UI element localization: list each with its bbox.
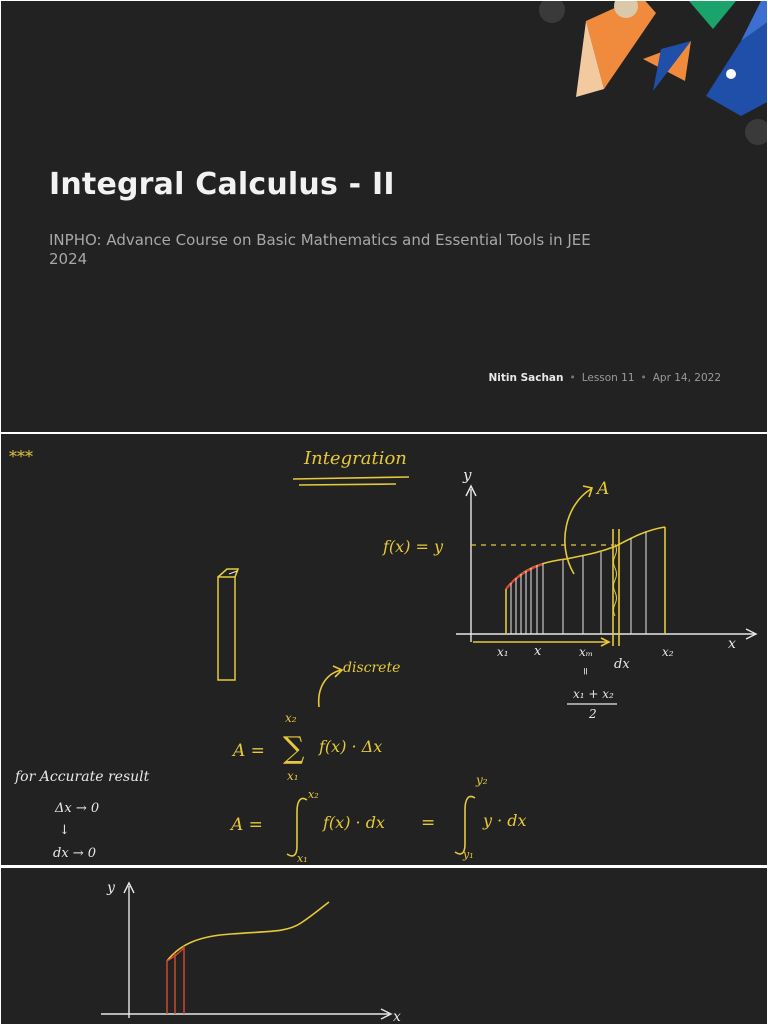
midpoint-denominator: 2 (589, 707, 597, 721)
y-axis-label: y (107, 880, 115, 896)
midpoint-numerator: x₁ + x₂ (573, 687, 614, 701)
decor-dot-icon (745, 119, 767, 145)
integral-lhs: A = (231, 815, 263, 835)
red-strips (167, 946, 184, 1014)
heading-underline (293, 477, 409, 479)
midpoint-equals: = (579, 667, 590, 676)
integral-lower-limit: x₁ (297, 852, 308, 865)
integral2-lower-limit: y₁ (463, 848, 474, 861)
sum-upper-limit: x₂ (285, 711, 297, 725)
integral-upper-limit: x₂ (308, 788, 319, 801)
curve (167, 902, 329, 961)
area-strips (511, 532, 646, 634)
blue-pen-icon (706, 21, 767, 116)
x-axis-label: x (393, 1009, 401, 1024)
notes-slide-graph (1, 868, 767, 1024)
note-arrow-down-icon: ↓ (59, 823, 70, 838)
separator-dot-icon: • (640, 372, 647, 384)
graph-sketch (1, 868, 767, 1024)
integral-symbol (287, 799, 307, 856)
x-label: x (534, 644, 542, 659)
lesson-date: Apr 14, 2022 (652, 372, 721, 384)
integral-body: f(x) · dx (323, 813, 385, 832)
course-subtitle: INPHO: Advance Course on Basic Mathematics and Essential Tools in JEE 2024 (49, 231, 591, 268)
discrete-arrow-icon (319, 670, 341, 707)
separator-dot-icon: • (569, 372, 576, 384)
x2-label: x₂ (662, 645, 674, 659)
function-label: f(x) = y (383, 537, 444, 556)
note-delta-x: Δx → 0 (55, 801, 100, 816)
xm-label: xₘ (579, 645, 594, 659)
heading-integration: Integration (304, 448, 407, 469)
discrete-label: discrete (343, 660, 401, 676)
sum-body: f(x) · Δx (319, 737, 383, 756)
rectangle-strip-sketch (218, 577, 235, 680)
sum-lower-limit: x₁ (287, 769, 299, 783)
decor-dot-icon (539, 1, 565, 23)
y-axis-label: y (463, 466, 472, 484)
green-accent-icon (689, 1, 736, 29)
x-axis-label: x (728, 636, 736, 652)
integral2-body: y · dx (483, 811, 527, 830)
curve-fx (506, 527, 665, 589)
lesson-meta (488, 372, 721, 384)
sum-lhs: A = (233, 741, 265, 761)
integral2-upper-limit: y₂ (476, 773, 488, 787)
sum-symbol: ∑ (283, 731, 305, 766)
notes-slide-integration (1, 434, 767, 865)
lesson-number: Lesson 11 (581, 372, 635, 384)
dx-label: dx (614, 657, 630, 672)
pencil-decoration (1, 1, 767, 432)
integral-equals: = (421, 813, 436, 833)
author-name: Nitin Sachan (488, 372, 564, 384)
area-label: A (597, 479, 610, 499)
note-accurate-result: for Accurate result (15, 769, 150, 785)
page-title: Integral Calculus - II (49, 167, 395, 202)
x1-label: x₁ (497, 645, 509, 659)
handwritten-notes (1, 434, 767, 865)
title-slide (1, 1, 767, 432)
note-dx: dx → 0 (53, 846, 97, 861)
stars-mark: *** (9, 447, 33, 466)
integral-symbol-2 (455, 797, 475, 854)
area-arrow-icon (565, 489, 591, 574)
